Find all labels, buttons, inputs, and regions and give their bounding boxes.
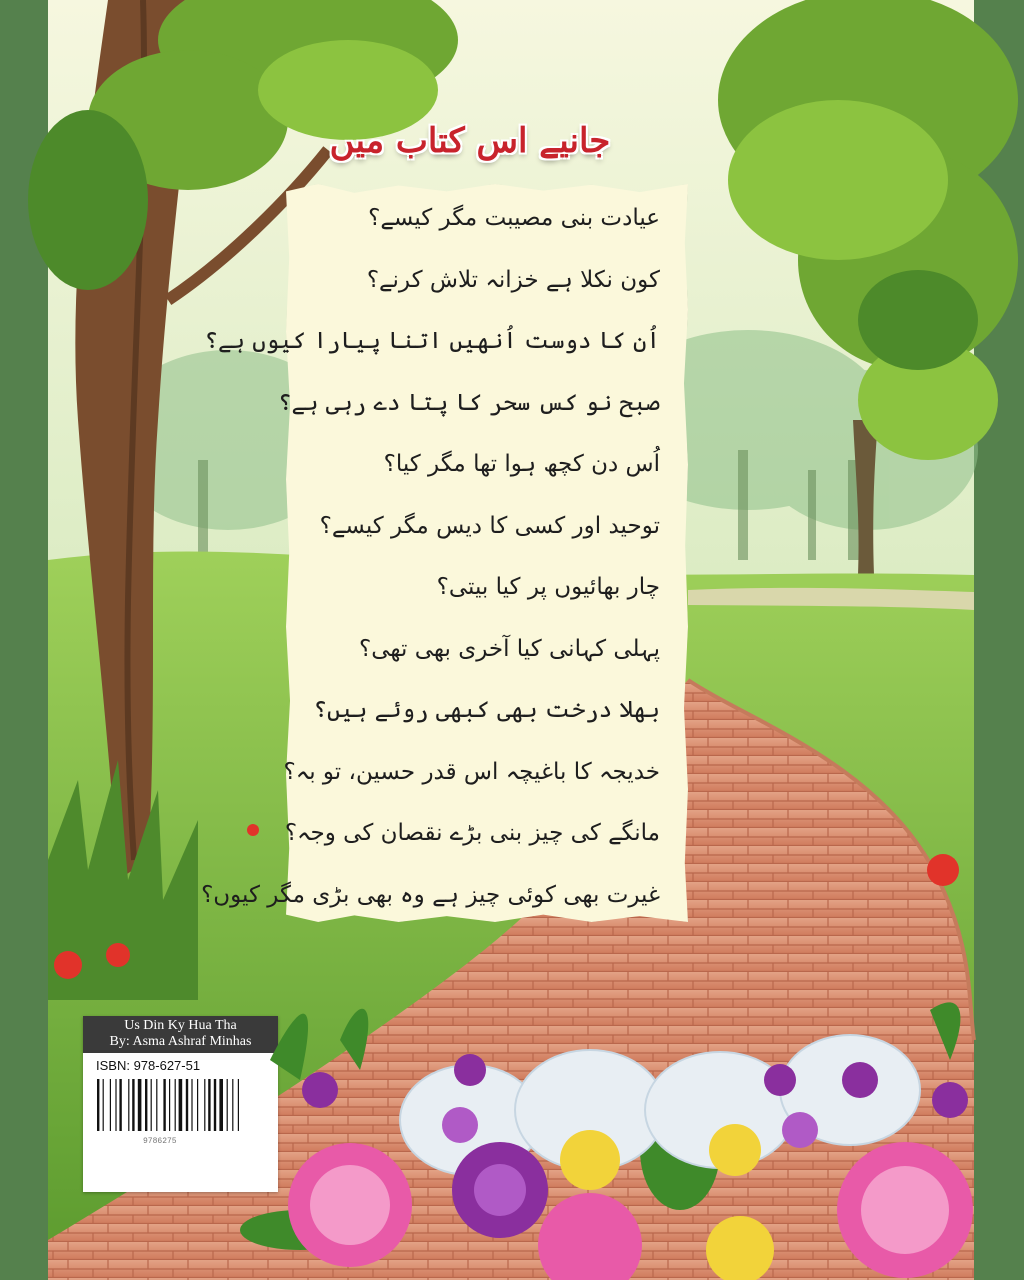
barcode-bar — [156, 1079, 157, 1131]
book-title-box — [83, 1016, 278, 1053]
book-title: Us Din Ky Hua Tha — [124, 1018, 237, 1033]
list-item: چار بھائیوں پر کیا بیتی؟ — [436, 574, 660, 600]
barcode-bar — [204, 1079, 205, 1131]
book-author: By: Asma Ashraf Minhas — [109, 1034, 252, 1049]
barcode-bar — [145, 1079, 147, 1131]
barcode-bar — [97, 1079, 99, 1131]
list-item: عیادت بنی مصیبت مگر کیسے؟ — [368, 205, 660, 231]
barcode-bar — [227, 1079, 228, 1131]
list-item: بھلا درخت بھی کبھی روئے ہیں؟ — [313, 697, 660, 723]
barcode-bar — [115, 1079, 116, 1131]
barcode-bar — [208, 1079, 210, 1131]
barcode-bar — [186, 1079, 188, 1131]
question-list — [201, 196, 660, 934]
barcode-bar — [151, 1079, 152, 1131]
list-item: پہلی کہانی کیا آخری بھی تھی؟ — [359, 635, 660, 662]
list-item: اُن کا دوست اُنھیں اتنا پیارا کیوں ہے؟ — [204, 328, 660, 354]
list-item: غیرت بھی کوئی چیز ہے وہ بھی بڑی مگر کیوں؟ — [201, 881, 660, 908]
barcode-bar — [138, 1079, 142, 1131]
barcode-bar — [191, 1079, 192, 1131]
barcode-bar — [238, 1079, 239, 1131]
barcode-graphic — [97, 1079, 267, 1131]
barcode-bar — [119, 1079, 121, 1131]
list-item: اُس دن کچھ ہوا تھا مگر کیا؟ — [383, 451, 660, 477]
barcode-bar — [169, 1079, 170, 1131]
list-item: مانگے کی چیز بنی بڑے نقصان کی وجہ؟ — [284, 820, 660, 846]
barcode-bar — [197, 1079, 198, 1131]
barcode-bar — [110, 1079, 111, 1131]
barcode-digits: 9786275 — [143, 1137, 177, 1146]
list-item: خدیجہ کا باغیچہ اس قدر حسین، تو بہ؟ — [283, 758, 660, 785]
barcode-bar — [232, 1079, 233, 1131]
barcode-bar — [179, 1079, 183, 1131]
barcode-bar — [175, 1079, 176, 1131]
barcode-bar — [103, 1079, 104, 1131]
list-item: کون نکلا ہے خزانہ تلاش کرنے؟ — [366, 266, 660, 293]
barcode-bar — [128, 1079, 129, 1131]
isbn-number: ISBN: 978-627-51 — [96, 1058, 201, 1073]
list-item: صبح نو کس سحر کا پتا دے رہی ہے؟ — [278, 389, 660, 416]
barcode-bar — [219, 1079, 223, 1131]
isbn-block — [83, 1016, 278, 1192]
barcode-bar — [214, 1079, 216, 1131]
section-heading: جانیے اس کتاب میں — [329, 121, 611, 161]
barcode-bar — [132, 1079, 134, 1131]
list-item: توحید اور کسی کا دیس مگر کیسے؟ — [319, 512, 660, 539]
barcode-bar — [163, 1079, 165, 1131]
